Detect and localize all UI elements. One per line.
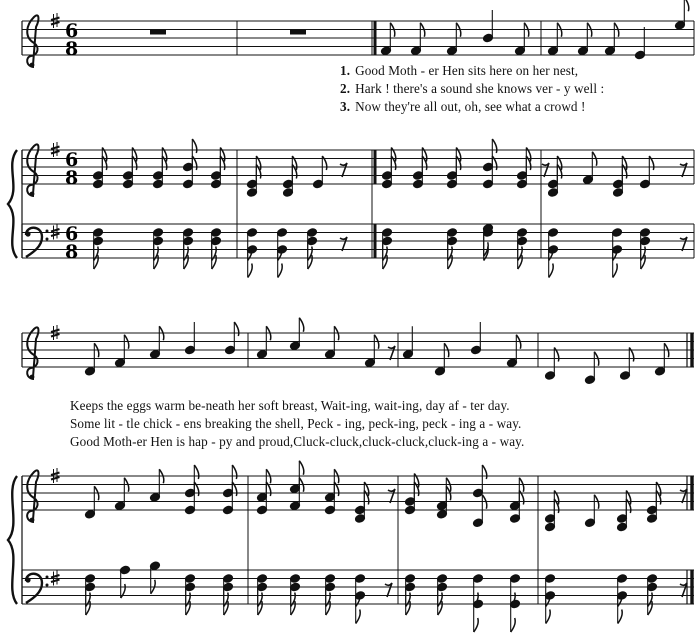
treble-clef <box>27 15 38 67</box>
clef-stroke <box>27 470 38 522</box>
note-flag <box>482 465 487 479</box>
time-signatures <box>65 20 78 263</box>
note-flag <box>299 461 304 475</box>
clef-stroke <box>27 15 38 67</box>
sharp-stroke <box>51 234 60 237</box>
clef-dot <box>30 192 35 197</box>
eighth-rest <box>388 346 395 360</box>
note-flag <box>546 610 551 624</box>
clefs <box>25 15 48 603</box>
note-flag <box>248 264 253 278</box>
eighth-rest <box>680 489 687 503</box>
eighth-rest <box>680 163 687 177</box>
eighth-rest <box>340 163 347 177</box>
time-sig-top: 6 <box>65 223 79 245</box>
eighth-rest <box>385 583 392 597</box>
note-flag <box>192 139 197 153</box>
sharp-stroke <box>51 330 60 333</box>
brace <box>8 476 17 604</box>
sharp-stroke <box>51 477 60 480</box>
clef-dot <box>30 375 35 380</box>
note-flag <box>613 264 618 278</box>
verse-1-part2 <box>70 398 510 414</box>
clef-dot <box>46 230 49 233</box>
verse-text: Hark ! there's a sound she knows ver - y well : <box>355 81 605 96</box>
note-flag <box>356 610 361 624</box>
whole-rest <box>150 30 166 35</box>
time-sig-top: 6 <box>65 20 79 42</box>
sharp-stroke <box>51 22 60 25</box>
verse-text: Good Moth-er Hen is hap - py and proud,Cluck-cluck,cluck-cluck,cluck-ing a - way. <box>70 434 525 449</box>
verse-1-part1 <box>340 63 578 79</box>
note-flag <box>511 618 516 632</box>
note-flag <box>549 264 554 278</box>
note-flag <box>684 0 689 11</box>
sharp-stroke <box>51 580 60 583</box>
note-flag <box>194 465 199 479</box>
verse-3-part1 <box>340 99 586 115</box>
note-flag <box>618 610 623 624</box>
verse-number: 1. <box>340 63 351 78</box>
verse-number: 2. <box>340 81 351 96</box>
sharp-stroke <box>51 473 60 476</box>
time-sig-bottom: 8 <box>65 167 79 189</box>
treble-clef <box>27 327 38 379</box>
verse-number: 3. <box>340 99 351 114</box>
clef-dot <box>25 577 30 582</box>
brace <box>8 150 17 258</box>
sharp-stroke <box>51 147 60 150</box>
treble-clef <box>27 470 38 522</box>
clef-dot <box>46 576 49 579</box>
verse-3-part2 <box>70 434 524 450</box>
clef-stroke <box>27 144 38 196</box>
verse-text: Keeps the eggs warm be-neath her soft breast, Wait-ing, wait-ing, day af - ter day. <box>70 398 510 413</box>
eighth-rest <box>340 237 347 251</box>
verse-text: Good Moth - er Hen sits here on her nest, <box>355 63 579 78</box>
clef-dot <box>30 63 35 68</box>
treble-clef <box>27 144 38 196</box>
note-flag <box>232 465 237 479</box>
clef-dot <box>46 584 49 587</box>
verse-2-part2 <box>70 416 521 432</box>
time-sig-bottom: 8 <box>65 38 79 60</box>
sharp-stroke <box>51 334 60 337</box>
time-sig-top: 6 <box>65 149 79 171</box>
note-flag <box>299 318 304 332</box>
whole-rest <box>290 30 306 35</box>
clef-dot <box>25 231 30 236</box>
sharp-stroke <box>51 229 60 232</box>
note-flag <box>492 139 497 153</box>
sharp-stroke <box>51 575 60 578</box>
eighth-rest <box>542 163 549 177</box>
note-flag <box>278 264 283 278</box>
piano-braces <box>8 150 17 604</box>
sharp-stroke <box>51 151 60 154</box>
time-sig-bottom: 8 <box>65 241 79 263</box>
key-signatures <box>51 13 60 586</box>
sharp-stroke <box>51 18 60 21</box>
clef-dot <box>30 518 35 523</box>
verse-2-part1 <box>340 81 604 97</box>
note-flag <box>234 322 239 336</box>
verse-text: Some lit - tle chick - ens breaking the shell, Peck - ing, peck-ing, peck - ing a - way. <box>70 416 522 431</box>
verse-text: Now they're all out, oh, see what a crowd ! <box>355 99 586 114</box>
eighth-rest <box>388 489 395 503</box>
eighth-rest <box>680 583 687 597</box>
clef-stroke <box>27 327 38 379</box>
clef-dot <box>46 238 49 241</box>
eighth-rest <box>680 237 687 251</box>
note-flag <box>474 618 479 632</box>
